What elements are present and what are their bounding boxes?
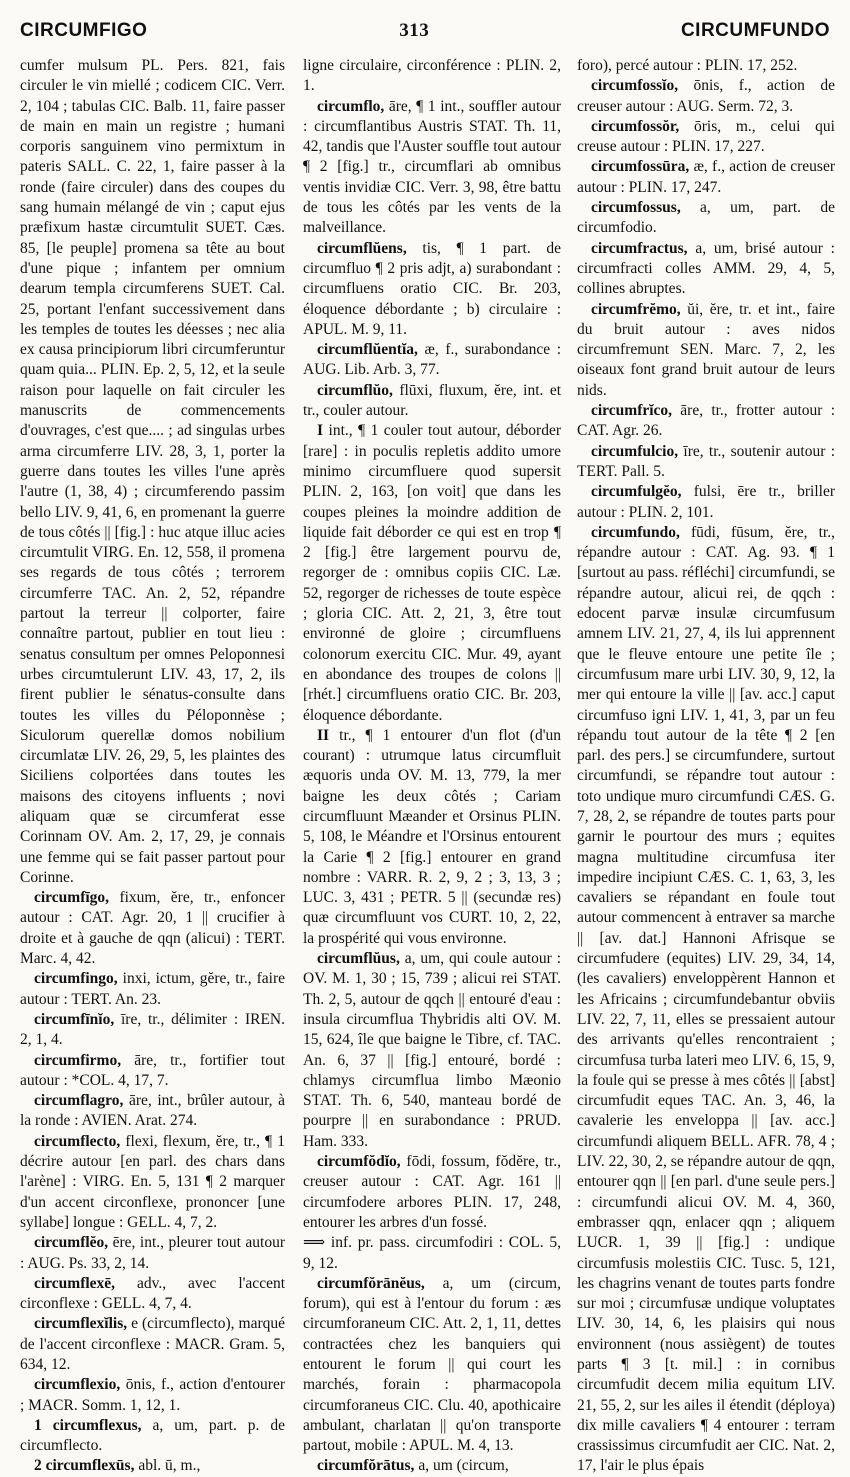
dictionary-entry	[20, 1132, 285, 1233]
entry-definition: āre, tr., frotter autour : CAT. Agr. 26.	[577, 402, 835, 440]
entry-headword: circumfingo,	[34, 970, 118, 988]
entry-definition: īre, tr., délimiter : IREN. 2, 1, 4.	[20, 1010, 285, 1049]
dictionary-entry	[20, 1314, 285, 1375]
entry-headword: circumfossĭo,	[591, 77, 679, 95]
entry-definition: flexi, flexum, ĕre, tr., ¶ 1 décrire autour [en parl. des chars dans l'arène] : VIRG. En. 5, 131 ¶ 2 marquer d'un accent circonflexe, prononcer [une syllabe] longue : GELL. 4, 7, 2.	[20, 1132, 286, 1231]
entry-definition: inxi, ictum, gĕre, tr., faire autour : TERT. An. 23.	[20, 970, 286, 1008]
entry-definition: cumfer mulsum PL. Pers. 821, fais circuler le vin miellé ; codicem CIC. Verr. 2, 104 ; tabulas CIC. Balb. 11, faire passer de main en main un registre ; humani corporis sanguinem vino permixtum in pateris SALL. C. 22, 1, faire passer à la ronde (faire circuler) dans des coupes du sang humain mélangé de vin ; caput ejus præfixum hastæ circumtulit SUET. Cæs. 85, [le peuple] promena sa tête au bout d'une pique ; infantem per omnium dearum templa circumferens SUET. Cal. 25, portant l'enfant successivement dans les temples de toutes les déesses ; nec alia ex causa principiorum libri circumferuntur quam quia... PLIN. Ep. 2, 5, 12, et la seule raison pour laquelle on fait circuler les manuscrits de commencements d'ouvrages, c'est que.... ; ad singulas urbes arma circumferre LIV. 28, 3, 1, porter la guerre dans toutes les villes l'une après l'autre (1, 38, 4) ; circumferendo passim bello LIV. 9, 41, 6, en promenant la guerre de tous côtés || [fig.] : huc atque illuc acies circumtulit VIRG. En. 12, 558, il promena ses regards de tous côtés ; terrorem circumferre TAC. An. 2, 52, répandre partout la terreur || colporter, faire connaître partout, publier en tout lieu : senatus consultum per omnes Peloponnesi urbes circumtulerunt LIV. 43, 17, 2, ils firent publier le sénatus-consulte dans toutes les villes du Péloponnèse ; Siculorum querellæ domos nobilium circumlatæ LIV. 26, 29, 5, les plaintes des Siciliens colportées dans toutes les maisons des citoyens influents ; novi aliquam quæ se circumferat esse Corinnam OV. Am. 2, 17, 29, je connais une femme qui se fait passer partout pour Corinne.	[20, 57, 285, 886]
dictionary-entry	[303, 56, 561, 97]
entry-definition: a, um, brisé autour : circumfracti colles AMM. 29, 4, 5, collines abruptes.	[577, 239, 835, 298]
entry-definition: fūdi, fūsum, ĕre, tr., répandre autour : CAT. Ag. 93. ¶ 1 [surtout au pass. réfléchi] circumfundi, se répandre autour, alicui rei, de qqch : edocent parvæ insulæ circumfusum amnem LIV. 21, 27, 4, ils lui apprennent que le fleuve entoure une petite île ; circumfusum mare urbi LIV. 30, 9, 12, la mer qui entoure la ville || [av. acc.] caput circumfuso igni LIV. 1, 41, 3, par un feu répandu tout autour de la tête ¶ 2 [en parl. des pers.] se circumfundere, surtout circumfundi, se répandre tout autour : toto undique muro circumfundi CÆS. G. 7, 28, 2, se répandre de toutes parts pour garnir le pourtour des murs ; equites magna multitudine circumfusa iter impedire incipiunt CÆS. C. 1, 63, 3, les cavaliers se répandant en foule tout autour commencent à entraver sa marche || [av. dat.] Hannoni Afrisque se circumfudere (equites) LIV. 29, 34, 14, (les cavaliers) enveloppèrent Hannon et les Africains ; circumfundebantur obviis LIV. 22, 7, 11, elles se pressaient autour des arrivants qu'elles rencontraient ; circumfusa turba lateri meo LIV. 6, 15, 9, la foule qui se presse à mes côtés || [abst] circumfudit eques TAC. An. 3, 46, la cavalerie les enveloppa || [av. acc.] circumfundi aliquem BELL. AFR. 78, 4 ; LIV. 22, 30, 2, se répandre autour de qqn, entourer qqn || [en parl. d'une seule pers.] : circumfundi alicui OV. M. 4, 360, embrasser qqn, enlacer qqn ; aliquem LUCR. 1, 39 || [fig.] : undique circumfusis molestiis CIC. Tusc. 5, 121, les chagrins venant de toutes parts fondre sur moi ; circumfusæ undique voluptates LIV. 30, 14, 6, les plaisirs qui nous environnent (nous assiègent) de toutes parts ¶ 3 [t. mil.] : in cornibus circumfudit decem milia equitum LIV. 21, 55, 2, sur les ailes il étendit (déploya) dix mille cavaliers ¶ 4 entourer : terram crassissimus circumfudit aer CIC. Nat. 2, 17, l'air le plus épais	[577, 523, 835, 1475]
entry-definition: tis, ¶ 1 part. de circumfluo ¶ 2 pris adjt, a) surabondant : circumfluens oratio CIC. Br. 203, éloquence débordante ; b) circulaire : APUL. M. 9, 11.	[303, 239, 561, 338]
dictionary-entry	[577, 239, 835, 300]
entry-definition: æ, f., action de creuser autour : PLIN. 17, 247.	[577, 158, 835, 196]
entry-definition: a, um (circum, forum), qui est à l'entour du forum : æs circumforaneum CIC. Att. 2, 1, 11, dettes contractées chez les banquiers qui entourent le forum || qui court les marchés, forain : pharmacopola circumforaneus CIC. Clu. 40, apothicaire ambulant, charlatan || qu'on transporte partout, mobile : APUL. M. 4, 13.	[303, 1274, 561, 1455]
entry-headword: circumfossūra,	[591, 158, 690, 176]
entry-definition: ōris, m., celui qui creuse autour : PLIN. 17, 227.	[577, 117, 835, 156]
entry-headword: circumfŏrātus,	[317, 1457, 415, 1475]
entry-headword: circumfossŏr,	[591, 117, 680, 135]
entry-definition: ŭi, ĕre, tr. et int., faire du bruit autour : aves nidos circumfremunt SEN. Marc. 7, 2, les oiseaux font grand bruit autour de leurs nids.	[577, 300, 836, 399]
entry-definition: ēre, int., pleurer tout autour : AUG. Ps. 33, 2, 14.	[20, 1234, 285, 1272]
page-number: 313	[399, 20, 430, 41]
entry-headword: circumflŭo,	[317, 381, 393, 399]
entry-headword: circumfrĕmo,	[591, 300, 681, 318]
entry-definition: ōnis, f., action d'entourer ; MACR. Somm. 1, 12, 1.	[20, 1376, 286, 1414]
dictionary-entry	[303, 1233, 561, 1274]
dictionary-entry	[577, 482, 835, 523]
entry-headword: circumflo,	[317, 97, 385, 115]
dictionary-entry	[303, 381, 561, 422]
entry-headword: circumfirmo,	[34, 1051, 122, 1069]
entry-headword: I	[317, 422, 324, 440]
dictionary-entry	[303, 1152, 561, 1233]
entry-definition: adv., avec l'accent circonflexe : GELL. 4, 7, 4.	[20, 1274, 286, 1313]
entry-headword: circumfossus,	[591, 199, 681, 217]
entry-headword: circumflŭens,	[317, 239, 407, 257]
entry-headword: circumflexio,	[34, 1376, 121, 1394]
entry-definition: āre, tr., fortifier tout autour : *COL. 4, 17, 7.	[20, 1051, 285, 1089]
column-2	[303, 56, 562, 1475]
dictionary-entry	[20, 1416, 285, 1457]
dictionary-entry	[303, 1456, 561, 1476]
dictionary-entry	[577, 198, 835, 239]
entry-definition: āre, ¶ 1 int., souffler autour : circumflantibus Austris STAT. Th. 11, 42, tandis que l'Auster souffle tout autour ¶ 2 [fig.] tr., circumflari ab omnibus ventis invidiæ CIC. Verr. 3, 98, être battu de tous les côtés par les vents de la malveillance.	[303, 97, 562, 237]
dictionary-entry	[303, 421, 561, 725]
entry-definition: a, um, part. de circumfodio.	[577, 199, 835, 237]
dictionary-entry	[577, 56, 835, 76]
dictionary-entry	[303, 1274, 561, 1457]
entry-headword: circumfulcio,	[591, 442, 679, 460]
entry-headword: circumfundo,	[591, 523, 680, 541]
entry-definition: fōdi, fossum, fŏdĕre, tr., creuser autour : CAT. Agr. 161 || circumfodere arbores PLIN. 17, 248, entourer les arbres d'un fossé.	[303, 1153, 561, 1231]
entry-definition: ligne circulaire, circonférence : PLIN. 2, 1.	[303, 57, 561, 95]
right-guide-word: CIRCUMFUNDO	[680, 20, 830, 41]
dictionary-entry	[20, 888, 285, 969]
dictionary-entry	[303, 340, 561, 381]
entry-headword: circumfīnĭo,	[34, 1010, 115, 1028]
dictionary-entry	[303, 239, 561, 340]
entry-headword: circumflecto,	[34, 1132, 121, 1150]
entry-definition: æ, f., surabondance : AUG. Lib. Arb. 3, 77.	[303, 341, 561, 379]
entry-headword: circumflagro,	[34, 1092, 124, 1110]
dictionary-entry	[20, 1051, 285, 1092]
entry-headword: circumflexĭlis,	[34, 1315, 128, 1333]
entry-definition: flūxi, fluxum, ĕre, int. et tr., couler autour.	[303, 381, 561, 420]
dictionary-entry	[20, 1375, 285, 1416]
column-3	[577, 56, 836, 1475]
entry-definition: foro), percé autour : PLIN. 17, 252.	[577, 57, 798, 74]
entry-definition: a, um, part. p. de circumflecto.	[20, 1416, 285, 1455]
dictionary-entry	[577, 117, 835, 158]
running-header	[20, 14, 830, 48]
dictionary-entry	[20, 56, 285, 888]
entry-headword: circumfŏrānĕus,	[317, 1274, 425, 1292]
dictionary-entry	[577, 442, 835, 483]
entry-definition: abl. ū, m.,	[138, 1457, 201, 1475]
left-guide-word: CIRCUMFIGO	[20, 20, 148, 41]
dictionary-entry	[303, 726, 561, 949]
dictionary-entry	[303, 949, 561, 1152]
dictionary-entry	[20, 1456, 285, 1476]
entry-definition: īre, tr., soutenir autour : TERT. Pall. 5.	[577, 442, 835, 480]
entry-headword: circumfrĭco,	[591, 402, 673, 420]
entry-headword: circumfulgĕo,	[591, 483, 682, 501]
entry-definition: e (circumflecto), marqué de l'accent circonflexe : MACR. Gram. 5, 634, 12.	[20, 1315, 285, 1373]
dictionary-entry	[577, 157, 835, 198]
column-1	[20, 56, 286, 1475]
entry-definition: fulsi, ēre tr., briller autour : PLIN. 2, 101.	[577, 483, 835, 521]
entry-definition: int., ¶ 1 couler tout autour, déborder [rare] : in poculis repletis addito umore minimo circumfluere quod supersit PLIN. 2, 163, [on voit] que dans les coupes pleines la moindre addition de liquide fait déborder ce qui est en trop ¶ 2 [fig.] être largement pourvu de, regorger de : omnibus copiis CIC. Læ. 52, regorger de richesses de toute espèce ; gloria CIC. Att. 2, 21, 3, être tout environné de gloire ; circumfluens colonorum exercitu CIC. Mur. 49, ayant en abondance des troupes de colons || [rhét.] circumfluens oratio CIC. Br. 203, éloquence débordante.	[303, 422, 561, 724]
entry-definition: a, um (circum,	[418, 1457, 509, 1475]
dictionary-entry	[577, 401, 835, 442]
entry-headword: circumfractus,	[591, 239, 688, 257]
entry-definition: fixum, ĕre, tr., enfoncer autour : CAT. Agr. 20, 1 || crucifier à droite et à gauche de qqn (alicui) : TERT. Marc. 4, 42.	[20, 889, 285, 968]
entry-definition: ⟹ inf. pr. pass. circumfodiri : COL. 5, 9, 12.	[303, 1234, 561, 1272]
entry-definition: tr., ¶ 1 entourer d'un flot (d'un courant) : utrumque latus circumfluit æquoris unda OV. M. 13, 779, la mer baigne les deux côtés ; Cariam circumfluunt Mæander et Orsinus PLIN. 5, 108, le Méandre et l'Orsinus entourent la Carie ¶ 2 [fig.] entourer en grand nombre : VARR. R. 2, 9, 2 ; 3, 13, 3 ; LUC. 3, 431 ; PETR. 5 || (secundæ res) quæ circumfluunt vos CURT. 10, 2, 22, la prospérité qui vous environne.	[303, 726, 562, 947]
dictionary-entry	[577, 523, 835, 1477]
entry-headword: 1 circumflexus,	[34, 1416, 142, 1434]
dictionary-entry	[20, 1274, 285, 1315]
dictionary-entry	[20, 1091, 285, 1132]
dictionary-entry	[20, 1233, 285, 1274]
entry-definition: a, um, qui coule autour : OV. M. 1, 30 ; 15, 739 ; alicui rei STAT. Th. 2, 5, autour de qqch || entouré d'eau : insula circumflua Thybridis alti OV. M. 15, 624, île que baigne le Tibre, cf. TAC. An. 6, 37 || [fig.] entouré, bordé : chlamys circumflua limbo Mæonio STAT. Th. 6, 540, manteau bordé de pourpre || en surabondance : PRUD. Ham. 333.	[303, 950, 562, 1150]
dictionary-entry	[20, 1010, 285, 1051]
entry-headword: II	[317, 726, 330, 744]
dictionary-entry	[20, 969, 285, 1010]
dictionary-entry	[303, 97, 561, 239]
entry-headword: circumflŭentĭa,	[317, 341, 418, 359]
entry-headword: circumflĕo,	[34, 1234, 109, 1252]
entry-headword: circumfŏdĭo,	[317, 1153, 401, 1171]
dictionary-entry	[577, 300, 835, 401]
entry-headword: circumflexē,	[34, 1274, 116, 1292]
entry-headword: circumflŭus,	[317, 950, 400, 968]
entry-headword: circumfīgo,	[34, 889, 110, 907]
entry-definition: āre, int., brûler autour, à la ronde : AVIEN. Arat. 274.	[20, 1092, 285, 1130]
entry-definition: ōnis, f., action de creuser autour : AUG. Serm. 72, 3.	[577, 77, 835, 115]
entry-headword: 2 circumflexūs,	[34, 1457, 135, 1475]
dictionary-entry	[577, 76, 835, 117]
